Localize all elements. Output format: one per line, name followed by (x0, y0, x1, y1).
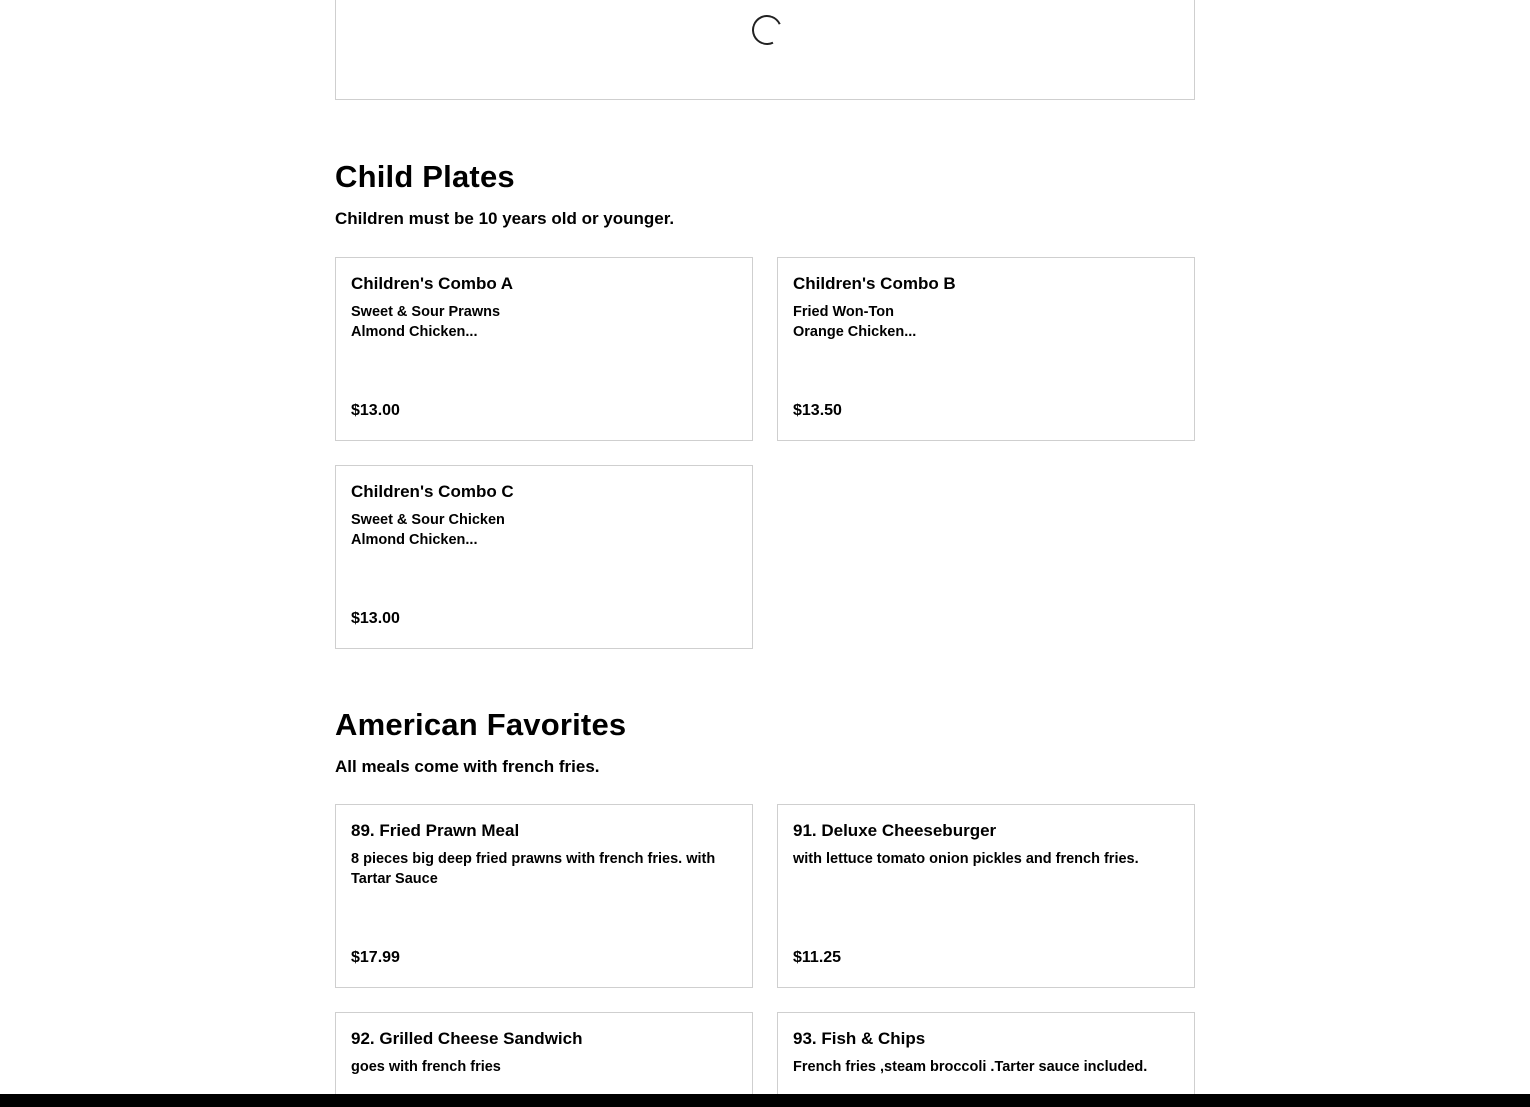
section-title: Child Plates (335, 159, 515, 194)
menu-item-name: Children's Combo C (351, 482, 514, 501)
menu-item-description: with lettuce tomato onion pickles and french fries. (793, 851, 1139, 867)
menu-item-description: Sweet & Sour Chicken Almond Chicken... (351, 512, 505, 548)
menu-item-name: Children's Combo B (793, 274, 956, 293)
section-description (335, 208, 1195, 230)
loading-container (335, 0, 1195, 100)
bottom-bar (0, 1094, 1530, 1107)
section-title: American Favorites (335, 707, 627, 742)
menu-item-description: French fries ,steam broccoli .Tarter sauce included. (793, 1059, 1148, 1075)
menu-item-price: $13.00 (351, 402, 400, 419)
menu-item-name: 91. Deluxe Cheeseburger (793, 821, 997, 840)
menu-item-name: 93. Fish & Chips (793, 1029, 926, 1048)
menu-item-card[interactable] (335, 1012, 753, 1107)
section-child-plates (335, 159, 1195, 195)
menu-item-price: $11.25 (793, 949, 842, 966)
menu-item-card[interactable] (335, 465, 753, 649)
loading-spinner-icon (748, 11, 786, 49)
menu-item-card[interactable] (777, 804, 1195, 988)
menu-item-description: Fried Won-Ton Orange Chicken... (793, 304, 917, 340)
menu-item-name: Children's Combo A (351, 274, 514, 293)
menu-item-price: $13.00 (351, 610, 400, 627)
section-description-text: Children must be 10 years old or younger. (335, 209, 675, 228)
menu-item-card[interactable] (777, 257, 1195, 441)
menu-item-price: $17.99 (351, 949, 400, 966)
menu-item-card[interactable] (777, 1012, 1195, 1107)
menu-item-description: goes with french fries (351, 1059, 501, 1075)
menu-item-name: 89. Fried Prawn Meal (351, 821, 520, 840)
menu-item-card[interactable] (335, 804, 753, 988)
menu-item-name: 92. Grilled Cheese Sandwich (351, 1029, 583, 1048)
menu-item-description: Sweet & Sour Prawns Almond Chicken... (351, 304, 501, 340)
section-american-favorites (335, 707, 1195, 743)
menu-item-price: $13.50 (793, 402, 842, 419)
menu-item-description: 8 pieces big deep fried prawns with french fries. with Tartar Sauce (351, 851, 716, 887)
section-description-text: All meals come with french fries. (335, 757, 600, 776)
menu-item-card[interactable] (335, 257, 753, 441)
section-description (335, 756, 1195, 778)
